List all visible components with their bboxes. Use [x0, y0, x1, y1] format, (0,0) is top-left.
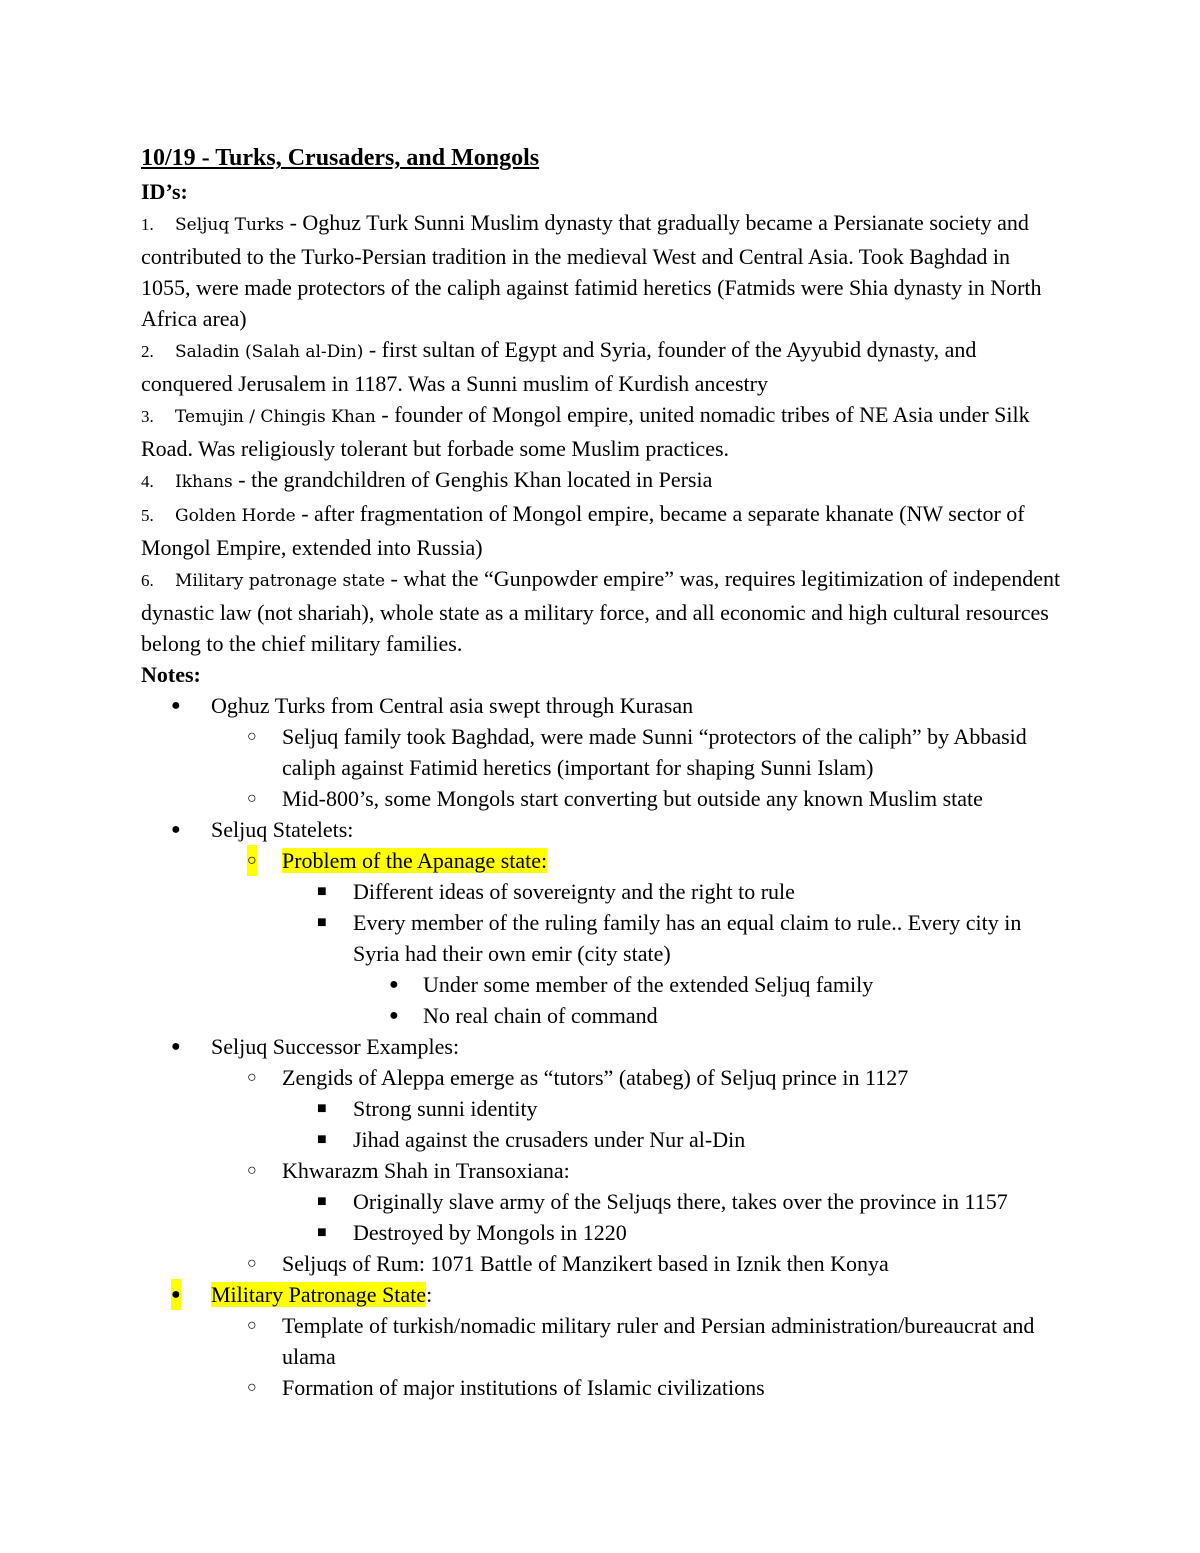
note-text: Oghuz Turks from Central asia swept through Kurasan	[211, 693, 694, 718]
note-text: Seljuqs of Rum: 1071 Battle of Manzikert based in Iznik then Konya	[282, 1251, 889, 1276]
id-term: Ikhans	[175, 472, 233, 492]
bullet-icon: ●	[171, 1038, 181, 1055]
ids-heading: ID’s:	[141, 179, 188, 204]
note-text: Every member of the ruling family has an equal claim to rule.. Every city in Syria had their own emir (city state)	[353, 910, 1022, 966]
id-number: 1.	[141, 215, 154, 234]
note-item	[141, 721, 1061, 783]
id-number: 3.	[141, 407, 154, 426]
bullet-icon: ●	[389, 1007, 399, 1024]
id-item	[141, 207, 1061, 334]
note-text: Seljuq Statelets:	[211, 817, 354, 842]
note-item	[141, 845, 1061, 876]
note-text: Different ideas of sovereignty and the right to rule	[353, 879, 795, 904]
id-item	[141, 464, 1061, 498]
note-item	[141, 969, 1061, 1000]
id-number: 6.	[141, 571, 154, 590]
bullet-icon: ■	[317, 883, 327, 900]
bullet-icon: ■	[317, 1193, 327, 1210]
bullet-icon: ■	[317, 1100, 327, 1117]
bullet-icon: ●	[171, 697, 181, 714]
note-item	[141, 1248, 1061, 1279]
id-item	[141, 334, 1061, 399]
bullet-icon: ●	[171, 1279, 181, 1310]
note-item	[141, 1062, 1061, 1093]
id-definition: - Oghuz Turk Sunni Muslim dynasty that gradually became a Persianate society and contributed to the Turko-Persian tradition in the medieval West and Central Asia. Took Baghdad in 1055, were made protectors of the caliph against fatimid heretics (Fatmids were Shia dynasty in North Africa area)	[141, 210, 1042, 331]
note-item	[141, 1217, 1061, 1248]
id-term: Golden Horde	[175, 506, 296, 526]
bullet-icon: ○	[247, 790, 257, 807]
note-suffix: :	[426, 1282, 433, 1307]
id-definition: - founder of Mongol empire, united nomadic tribes of NE Asia under Silk Road. Was religiously tolerant but forbade some Muslim practices.	[141, 402, 1030, 461]
note-item	[141, 1031, 1061, 1062]
note-text: Destroyed by Mongols in 1220	[353, 1220, 627, 1245]
note-text: Originally slave army of the Seljuqs there, takes over the province in 1157	[353, 1189, 1008, 1214]
bullet-icon: ●	[171, 821, 181, 838]
note-item	[141, 1372, 1061, 1403]
bullet-icon: ●	[389, 976, 399, 993]
id-term: Military patronage state	[175, 571, 386, 591]
note-text: Problem of the Apanage state:	[282, 848, 548, 873]
id-term: Temujin / Chingis Khan	[175, 407, 376, 427]
bullet-icon: ■	[317, 914, 327, 931]
note-item	[141, 1279, 1061, 1310]
id-term: Saladin (Salah al-Din)	[175, 342, 364, 362]
note-text: Jihad against the crusaders under Nur al-Din	[353, 1127, 746, 1152]
id-definition: - the grandchildren of Genghis Khan located in Persia	[232, 467, 713, 492]
bullet-icon: ○	[247, 1069, 257, 1086]
id-item	[141, 498, 1061, 563]
note-text: Formation of major institutions of Islamic civilizations	[282, 1375, 765, 1400]
note-text: Template of turkish/nomadic military ruler and Persian administration/bureaucrat and ulama	[282, 1313, 1035, 1369]
note-text: Strong sunni identity	[353, 1096, 538, 1121]
id-number: 2.	[141, 342, 154, 361]
note-text: No real chain of command	[423, 1003, 658, 1028]
note-text: Under some member of the extended Seljuq family	[423, 972, 874, 997]
id-term: Seljuq Turks	[175, 215, 285, 235]
note-text: Zengids of Aleppa emerge as “tutors” (atabeg) of Seljuq prince in 1127	[282, 1065, 909, 1090]
note-text: Khwarazm Shah in Transoxiana:	[282, 1158, 570, 1183]
note-item	[141, 1000, 1061, 1031]
bullet-icon: ■	[317, 1131, 327, 1148]
note-item	[141, 1310, 1061, 1372]
id-number: 5.	[141, 506, 154, 525]
id-definition: - after fragmentation of Mongol empire, became a separate khanate (NW sector of Mongol Empire, extended into Russia)	[141, 501, 1025, 560]
note-item	[141, 690, 1061, 721]
bullet-icon: ○	[247, 1255, 257, 1272]
ids-list	[141, 207, 1061, 659]
id-definition: - what the “Gunpowder empire” was, requires legitimization of independent dynastic law (not shariah), whole state as a military force, and all economic and high cultural resources belong to the chief military families.	[141, 566, 1061, 656]
bullet-icon: ○	[247, 1162, 257, 1179]
note-item	[141, 1093, 1061, 1124]
notes-list	[141, 690, 1061, 1403]
id-number: 4.	[141, 472, 154, 491]
note-item	[141, 783, 1061, 814]
id-item	[141, 563, 1061, 659]
page-title: 10/19 - Turks, Crusaders, and Mongols	[141, 145, 540, 171]
note-item	[141, 907, 1061, 969]
note-text: Seljuq Successor Examples:	[211, 1034, 460, 1059]
bullet-icon: ■	[317, 1224, 327, 1241]
note-item	[141, 814, 1061, 845]
bullet-icon: ○	[247, 845, 257, 876]
bullet-icon: ○	[247, 1379, 257, 1396]
bullet-icon: ○	[247, 1317, 257, 1334]
note-text: Military Patronage State	[211, 1282, 427, 1307]
bullet-icon: ○	[247, 728, 257, 745]
note-text: Seljuq family took Baghdad, were made Sunni “protectors of the caliph” by Abbasid caliph against Fatimid heretics (important for shaping Sunni Islam)	[282, 724, 1027, 780]
id-definition: - first sultan of Egypt and Syria, founder of the Ayyubid dynasty, and conquered Jerusalem in 1187. Was a Sunni muslim of Kurdish ancestry	[141, 337, 977, 396]
document-page	[141, 142, 1061, 1403]
note-item	[141, 1124, 1061, 1155]
note-item	[141, 1155, 1061, 1186]
id-item	[141, 399, 1061, 464]
note-item	[141, 876, 1061, 907]
note-item	[141, 1186, 1061, 1217]
note-text: Mid-800’s, some Mongols start converting but outside any known Muslim state	[282, 786, 983, 811]
notes-heading: Notes:	[141, 662, 201, 687]
